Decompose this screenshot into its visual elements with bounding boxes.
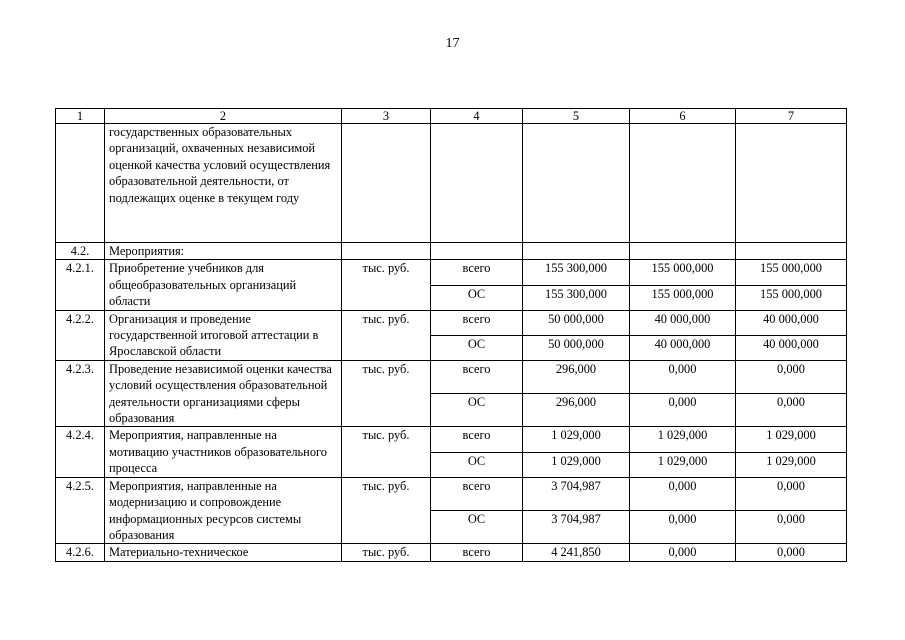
amount-cell: 0,000 [736,360,847,393]
amount-cell: 0,000 [630,394,736,427]
amount-cell: 3 704,987 [523,477,630,510]
empty-cell [342,243,431,260]
amount-cell: 1 029,000 [523,427,630,452]
empty-cell [431,124,523,243]
empty-cell [736,124,847,243]
amount-cell: 3 704,987 [523,511,630,544]
funding-source: ОС [431,335,523,360]
amount-cell: 0,000 [630,544,736,561]
column-number: 4 [431,109,523,124]
amount-cell: 1 029,000 [630,452,736,477]
continuation-row [56,124,847,243]
table-row [56,427,847,452]
item-number: 4.2.5. [56,477,105,544]
empty-cell [431,243,523,260]
item-unit: тыс. руб. [342,310,431,360]
amount-cell: 50 000,000 [523,335,630,360]
funding-source: ОС [431,511,523,544]
section-row [56,243,847,260]
item-unit: тыс. руб. [342,260,431,310]
item-name: Приобретение учебников для общеобразовательных организаций области [105,260,342,310]
amount-cell: 4 241,850 [523,544,630,561]
item-name: Материально-техническое [105,544,342,561]
item-number: 4.2.4. [56,427,105,477]
funding-source: всего [431,477,523,510]
amount-cell: 0,000 [736,477,847,510]
column-number: 5 [523,109,630,124]
table-row [56,260,847,285]
funding-source: всего [431,544,523,561]
column-number-row [56,109,847,124]
column-number: 7 [736,109,847,124]
amount-cell: 296,000 [523,360,630,393]
empty-cell [736,243,847,260]
page-number: 17 [445,36,460,51]
table-row [56,310,847,335]
amount-cell: 155 300,000 [523,285,630,310]
amount-cell: 296,000 [523,394,630,427]
funding-source: всего [431,360,523,393]
funding-source: ОС [431,285,523,310]
amount-cell: 0,000 [736,544,847,561]
amount-cell: 0,000 [630,477,736,510]
item-number: 4.2.3. [56,360,105,427]
amount-cell: 155 300,000 [523,260,630,285]
empty-cell [630,243,736,260]
column-number: 2 [105,109,342,124]
amount-cell: 50 000,000 [523,310,630,335]
amount-cell: 1 029,000 [736,427,847,452]
item-unit: тыс. руб. [342,427,431,477]
amount-cell: 0,000 [630,360,736,393]
empty-cell [630,124,736,243]
amount-cell: 155 000,000 [736,285,847,310]
funding-source: ОС [431,452,523,477]
funding-source: всего [431,310,523,335]
item-unit: тыс. руб. [342,544,431,561]
amount-cell: 155 000,000 [630,285,736,310]
table-row [56,360,847,393]
table-body [56,109,847,562]
amount-cell: 0,000 [736,394,847,427]
column-number: 6 [630,109,736,124]
item-name: Мероприятия, направленные на модернизацию и сопровождение информационных ресурсов системы образования [105,477,342,544]
amount-cell: 1 029,000 [523,452,630,477]
section-number: 4.2. [56,243,105,260]
amount-cell: 40 000,000 [630,335,736,360]
amount-cell: 0,000 [736,511,847,544]
section-title: Мероприятия: [105,243,342,260]
budget-table [55,108,847,562]
empty-cell [56,124,105,243]
amount-cell: 155 000,000 [736,260,847,285]
item-name: Проведение независимой оценки качества условий осуществления образовательной деятельности организациями сферы образования [105,360,342,427]
empty-cell [342,124,431,243]
column-number: 3 [342,109,431,124]
amount-cell: 40 000,000 [736,335,847,360]
amount-cell: 0,000 [630,511,736,544]
amount-cell: 40 000,000 [630,310,736,335]
item-name: Организация и проведение государственной итоговой аттестации в Ярославской области [105,310,342,360]
empty-cell [523,124,630,243]
amount-cell: 1 029,000 [630,427,736,452]
item-number: 4.2.2. [56,310,105,360]
amount-cell: 1 029,000 [736,452,847,477]
amount-cell: 40 000,000 [736,310,847,335]
table-row [56,544,847,561]
column-number: 1 [56,109,105,124]
item-number: 4.2.6. [56,544,105,561]
funding-source: всего [431,260,523,285]
empty-cell [523,243,630,260]
funding-source: всего [431,427,523,452]
continuation-text: государственных образовательных организаций, охваченных независимой оценкой качества условий осуществления образовательной деятельности, от подлежащих оценке в текущем году [105,124,342,243]
item-unit: тыс. руб. [342,477,431,544]
table-row [56,477,847,510]
item-number: 4.2.1. [56,260,105,310]
funding-source: ОС [431,394,523,427]
item-unit: тыс. руб. [342,360,431,427]
item-name: Мероприятия, направленные на мотивацию участников образовательного процесса [105,427,342,477]
amount-cell: 155 000,000 [630,260,736,285]
